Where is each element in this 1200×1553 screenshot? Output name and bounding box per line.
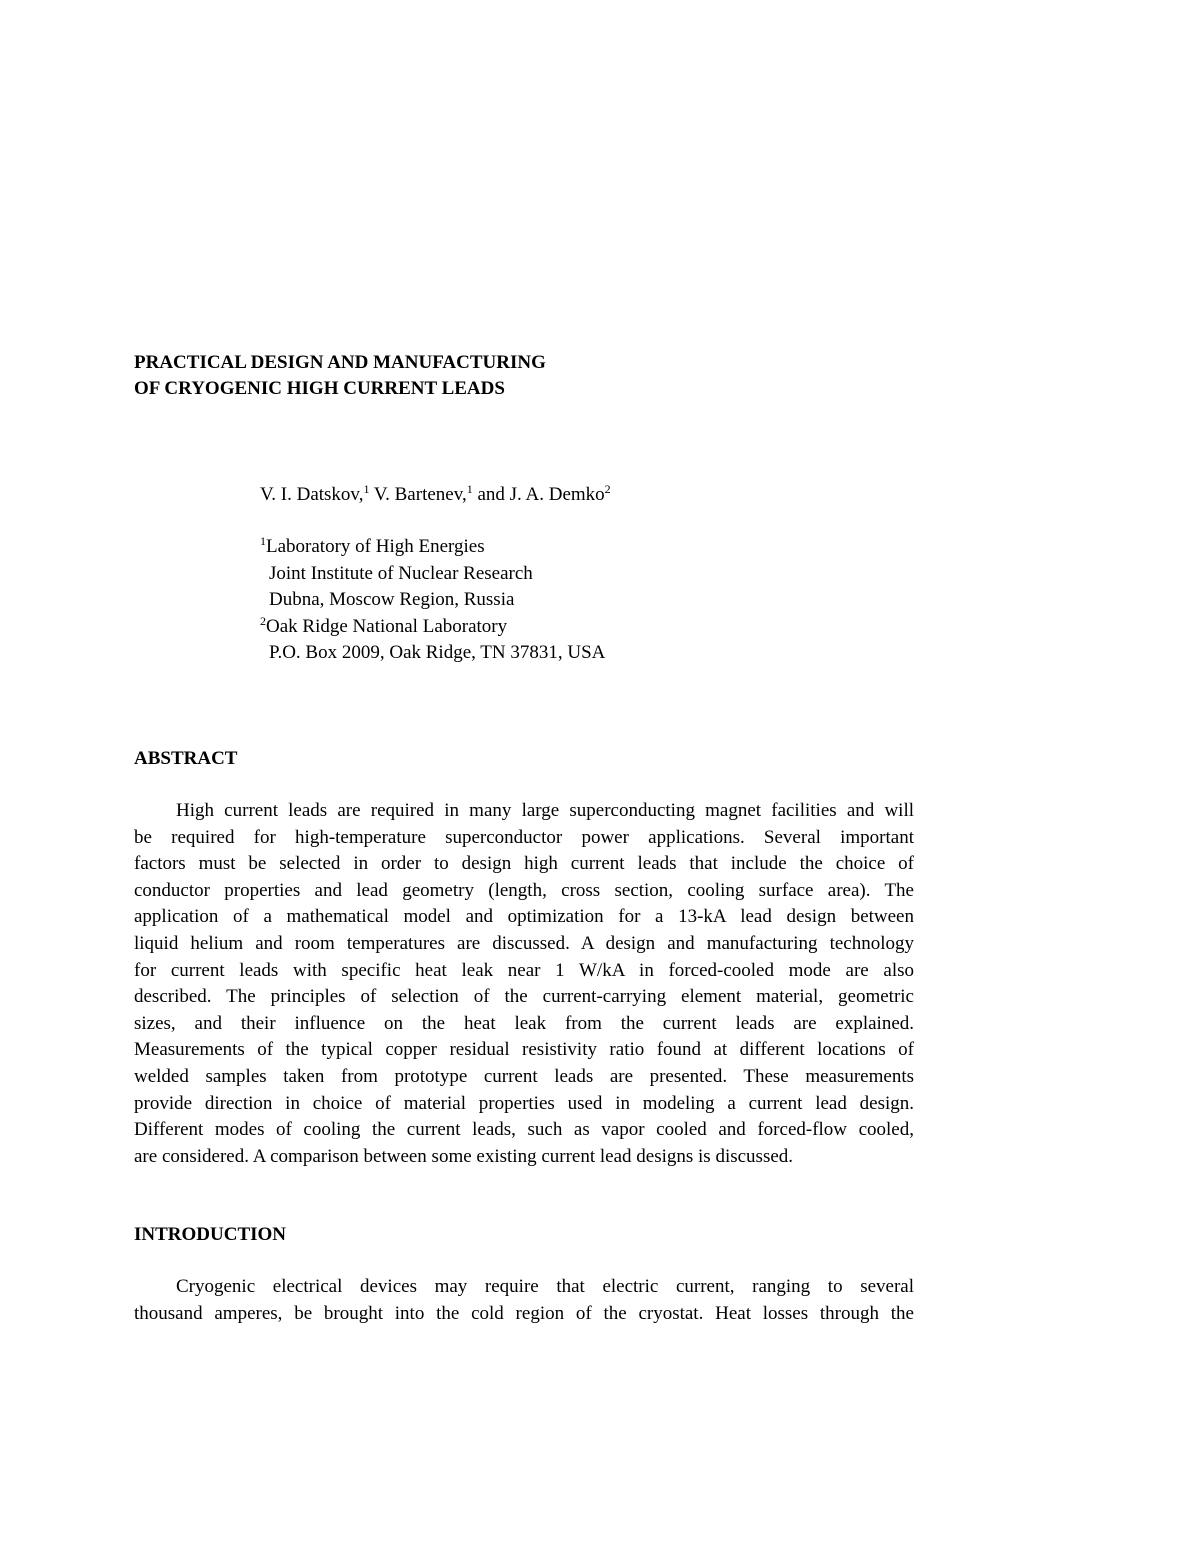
abstract-line: Measurements of the typical copper residual resistivity ratio found at different locations of: [134, 1039, 914, 1061]
affiliation-2-line-2: P.O. Box 2009, Oak Ridge, TN 37831, USA: [269, 642, 606, 664]
author-1: V. I. Datskov,: [260, 484, 364, 505]
introduction-heading: INTRODUCTION: [134, 1224, 287, 1245]
abstract-line: provide direction in choice of material properties used in modeling a current lead design.: [134, 1092, 914, 1114]
abstract-body: [134, 798, 914, 1170]
abstract-heading: ABSTRACT: [134, 748, 238, 769]
author-2: V. Bartenev,: [369, 484, 467, 505]
abstract-line: liquid helium and room temperatures are discussed. A design and manufacturing technology: [134, 932, 914, 954]
abstract-line: factors must be selected in order to design high current leads that include the choice of: [134, 853, 914, 875]
abstract-line: application of a mathematical model and optimization for a 13-kA lead design between: [134, 906, 914, 928]
affiliation-1-mark: 1: [260, 534, 266, 548]
introduction-body: [134, 1274, 914, 1327]
abstract-line: for current leads with specific heat leak near 1 W/kA in forced-cooled mode are also: [134, 959, 914, 981]
affiliation-2-mark: 2: [260, 613, 266, 628]
affiliation-2-name: Oak Ridge National Laboratory: [266, 615, 508, 637]
abstract-line: sizes, and their influence on the heat leak from the current leads are explained.: [134, 1012, 914, 1034]
abstract-line: conductor properties and lead geometry (length, cross section, cooling surface area). The: [134, 879, 914, 901]
affiliation-1-line-2: Joint Institute of Nuclear Research: [269, 562, 533, 584]
introduction-line: Cryogenic electrical devices may require that electric current, ranging to several: [176, 1276, 914, 1297]
author-list: [260, 482, 611, 508]
affiliation-1-line-3: Dubna, Moscow Region, Russia: [269, 589, 515, 611]
abstract-line: are considered. A comparison between some existing current lead designs is discussed.: [134, 1145, 794, 1167]
abstract-line: welded samples taken from prototype current leads are presented. These measurements: [134, 1065, 914, 1087]
abstract-line: Different modes of cooling the current leads, such as vapor cooled and forced-flow cooled,: [134, 1119, 914, 1141]
author-3: and J. A. Demko: [472, 484, 605, 505]
author-2-affil-mark: 1: [466, 482, 473, 496]
abstract-line: High current leads are required in many large superconducting magnet facilities and will: [176, 800, 914, 821]
author-3-affil-mark: 2: [604, 482, 611, 496]
title-line-1: PRACTICAL DESIGN AND MANUFACTURING: [134, 352, 546, 373]
affiliation-1-line-1: [260, 534, 605, 561]
affiliations: [260, 534, 605, 667]
author-1-affil-mark: 1: [363, 482, 370, 496]
abstract-line: be required for high-temperature superconductor power applications. Several important: [134, 826, 914, 848]
paper-title: [134, 350, 546, 402]
title-line-2: OF CRYOGENIC HIGH CURRENT LEADS: [134, 378, 505, 399]
introduction-line: thousand amperes, be brought into the cold region of the cryostat. Heat losses through the: [134, 1302, 914, 1324]
affiliation-1-name: Laboratory of High Energies: [266, 536, 485, 557]
abstract-line: described. The principles of selection of the current-carrying element material, geometric: [134, 986, 914, 1008]
affiliation-2-line-1: [260, 614, 605, 641]
